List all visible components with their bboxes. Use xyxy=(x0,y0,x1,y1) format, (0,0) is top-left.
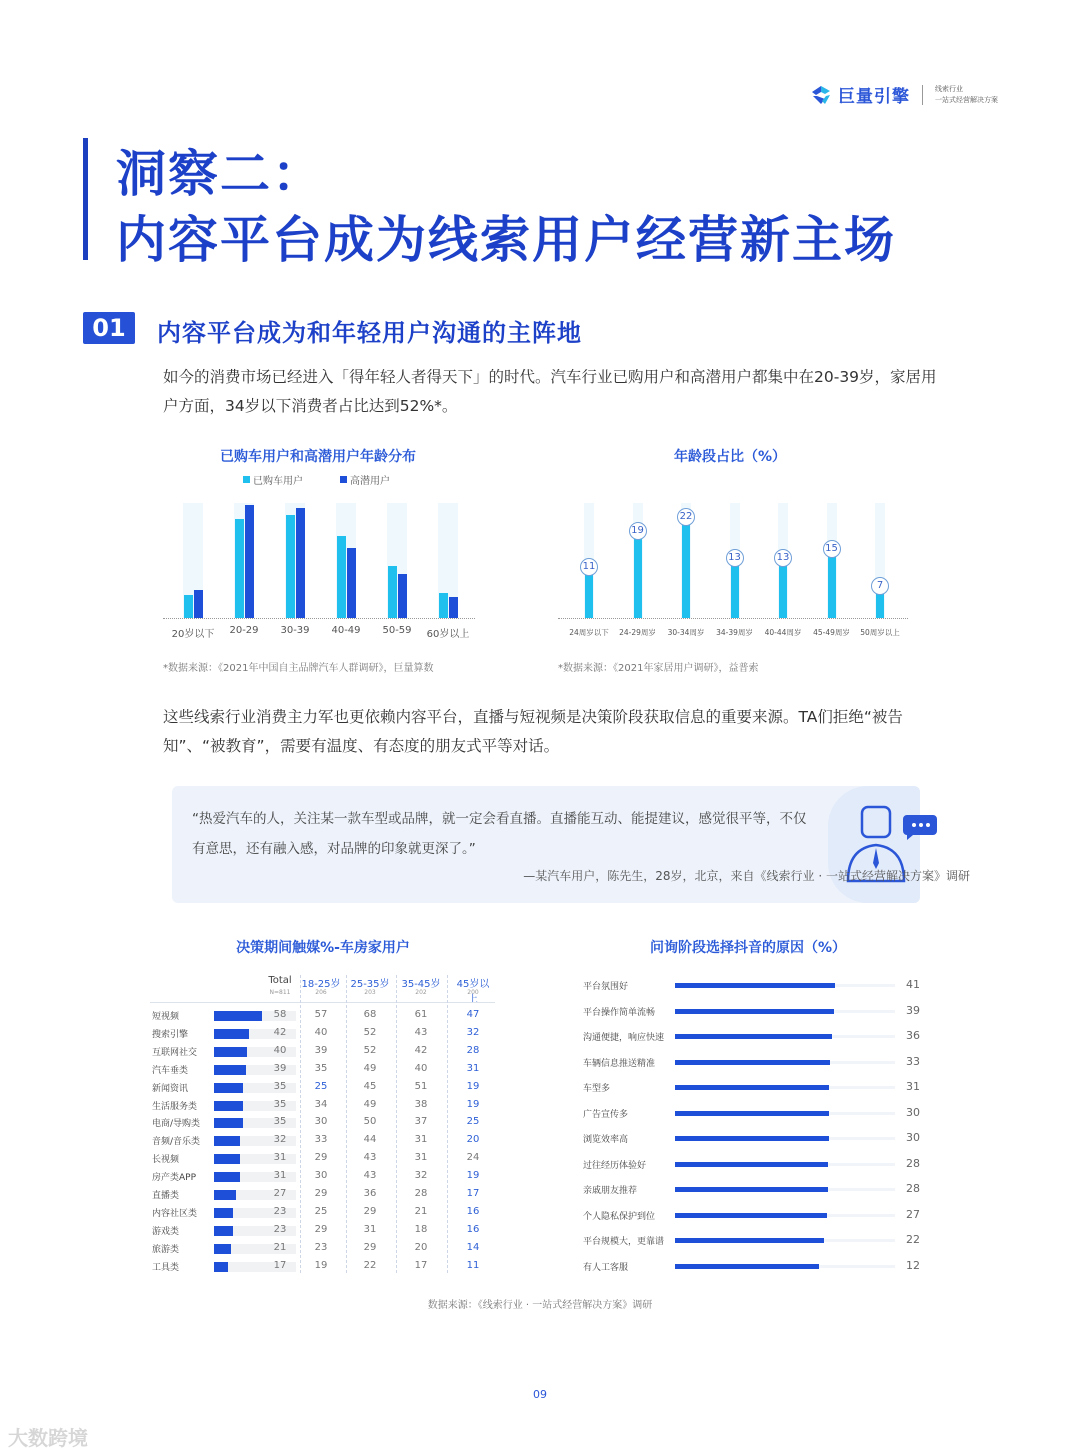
bar-potential xyxy=(347,548,356,618)
total-bar xyxy=(214,1029,249,1039)
chart2-source: *数据来源：《2021年家居用户调研》，益普索 xyxy=(558,663,759,674)
value-label: 30 xyxy=(906,1131,920,1144)
section-number: 01 xyxy=(83,312,135,344)
row-label: 直播类 xyxy=(152,1191,180,1201)
table-cell: 43 xyxy=(363,1170,377,1182)
row-label: 平台操作简单流畅 xyxy=(583,1007,656,1018)
table-cell: 19 xyxy=(466,1080,480,1092)
data-label: 13 xyxy=(726,549,744,567)
table-cell: 52 xyxy=(363,1044,377,1056)
row-label: 平台规模大，更靠谱 xyxy=(583,1237,665,1247)
chart1-source: *数据来源：《2021年中国自主品牌汽车人群调研》，巨量算数 xyxy=(163,663,434,674)
x-tick-label: 24-29周岁 xyxy=(619,628,656,637)
x-tick-label: 40-49 xyxy=(331,625,361,636)
x-tick-label: 40-44周岁 xyxy=(764,628,802,637)
row-label: 过往经历体验好 xyxy=(583,1160,647,1171)
column-header: 35-45岁 xyxy=(401,979,441,990)
table-cell: 24 xyxy=(466,1152,480,1164)
total-bar xyxy=(214,1244,231,1254)
table-cell: 30 xyxy=(314,1170,328,1182)
table-cell: 28 xyxy=(414,1188,428,1199)
total-bar xyxy=(214,1154,240,1164)
bar xyxy=(675,1264,819,1269)
row-label: 互联网社交 xyxy=(152,1047,198,1058)
table-cell: 17 xyxy=(466,1188,480,1199)
table-cell: 31 xyxy=(363,1223,377,1235)
table-cell: 29 xyxy=(363,1205,377,1217)
total-bar xyxy=(214,1118,243,1128)
x-tick-label: 34-39周岁 xyxy=(716,628,753,637)
table-cell: 36 xyxy=(363,1188,377,1199)
table-cell: 39 xyxy=(314,1044,328,1056)
body-paragraph: 这些线索行业消费主力军也更依赖内容平台，直播与短视频是决策阶段获取信息的重要来源。TA们拒绝“被告知”、“被教育”，需要有温度、有态度的朋友式平等对话。 xyxy=(163,708,903,755)
total-bar xyxy=(214,1226,233,1236)
table-cell: 23 xyxy=(273,1205,287,1217)
table-cell: 37 xyxy=(414,1116,428,1128)
total-bar xyxy=(214,1262,228,1272)
bar xyxy=(675,1213,827,1218)
brand-logo xyxy=(810,82,998,107)
x-tick-label: 50-59 xyxy=(382,625,412,636)
bar-purchased xyxy=(235,519,244,618)
bar xyxy=(675,1111,829,1116)
total-bar xyxy=(214,1208,233,1218)
table-cell: 14 xyxy=(466,1241,480,1253)
column-n: N=811 xyxy=(269,989,291,996)
row-label: 内容社区类 xyxy=(152,1208,198,1219)
table-cell: 27 xyxy=(273,1188,287,1199)
data-label: 11 xyxy=(580,558,598,576)
table-cell: 23 xyxy=(273,1223,287,1235)
table-cell: 49 xyxy=(363,1062,377,1074)
table-cell: 35 xyxy=(273,1080,287,1092)
table-cell: 21 xyxy=(273,1241,287,1253)
table-cell: 57 xyxy=(314,1009,328,1020)
bar xyxy=(675,1085,829,1090)
row-label: 电商/导购类 xyxy=(152,1119,201,1130)
table-cell: 68 xyxy=(363,1009,377,1020)
page-number: 09 xyxy=(533,1388,547,1401)
legend-swatch xyxy=(340,476,347,483)
row-label: 短视频 xyxy=(152,1012,180,1022)
table-cell: 19 xyxy=(466,1170,480,1182)
table-cell: 29 xyxy=(363,1241,377,1253)
row-label: 新闻资讯 xyxy=(152,1083,189,1094)
total-bar xyxy=(214,1011,262,1021)
table-cell: 52 xyxy=(363,1026,377,1038)
table-cell: 50 xyxy=(363,1116,377,1128)
page-title-line2: 内容平台成为线索用户经营新主场 xyxy=(116,211,896,269)
bar xyxy=(731,558,739,618)
table-cell: 17 xyxy=(273,1259,287,1271)
column-divider xyxy=(447,975,448,1273)
value-label: 36 xyxy=(906,1029,920,1042)
table-cell: 39 xyxy=(273,1062,287,1074)
table-cell: 35 xyxy=(314,1062,328,1074)
column-n: 200 xyxy=(467,989,479,996)
data-label: 19 xyxy=(629,522,647,540)
x-tick-label: 20-29 xyxy=(229,625,259,636)
table-cell: 34 xyxy=(314,1098,328,1110)
bar-potential xyxy=(296,508,305,618)
table-cell: 38 xyxy=(414,1098,428,1110)
table-cell: 40 xyxy=(314,1026,328,1038)
table-cell: 20 xyxy=(466,1134,480,1146)
table-cell: 44 xyxy=(363,1134,377,1146)
bar xyxy=(675,1238,824,1243)
row-label: 车型多 xyxy=(583,1084,611,1094)
total-bar xyxy=(214,1065,246,1075)
column-n: 202 xyxy=(415,989,427,996)
table-cell: 19 xyxy=(314,1259,328,1271)
legend-label: 已购车用户 xyxy=(253,476,303,487)
table-cell: 25 xyxy=(314,1080,328,1092)
x-tick-label: 60岁以上 xyxy=(426,629,470,640)
table-cell: 32 xyxy=(466,1026,480,1038)
divider xyxy=(922,85,923,105)
bar-potential xyxy=(245,505,254,618)
table-cell: 29 xyxy=(314,1188,328,1199)
bar xyxy=(675,1034,832,1039)
table-cell: 18 xyxy=(414,1223,428,1235)
title-accent-bar xyxy=(83,138,88,260)
row-label: 长视频 xyxy=(152,1155,180,1166)
table-cell: 47 xyxy=(466,1009,480,1020)
bar-purchased xyxy=(439,593,448,618)
row-label: 房产类APP xyxy=(152,1173,197,1184)
table-cell: 43 xyxy=(363,1152,377,1164)
bar xyxy=(675,1136,829,1141)
table-cell: 29 xyxy=(314,1152,328,1164)
table-cell: 31 xyxy=(466,1062,480,1074)
chart4-title: 问询阶段选择抖音的原因（%） xyxy=(649,940,847,956)
x-tick-label: 20岁以下 xyxy=(171,629,215,640)
value-label: 22 xyxy=(906,1233,920,1246)
row-label: 工具类 xyxy=(152,1262,180,1273)
table-cell: 29 xyxy=(314,1223,328,1235)
table-cell: 22 xyxy=(363,1259,377,1271)
x-tick-label: 30-34周岁 xyxy=(667,628,705,637)
x-tick-label: 30-39 xyxy=(280,625,310,636)
table-cell: 58 xyxy=(273,1009,287,1020)
row-label: 有人工客服 xyxy=(583,1262,629,1273)
row-label: 沟通便捷，响应快速 xyxy=(583,1033,665,1043)
total-bar xyxy=(214,1136,240,1146)
total-bar xyxy=(214,1083,243,1093)
table-cell: 20 xyxy=(414,1241,428,1253)
table-cell: 45 xyxy=(363,1080,377,1092)
chart2-baseline xyxy=(558,618,908,619)
watermark: 大数跨境 xyxy=(8,1426,88,1450)
legend-item-potential xyxy=(340,472,390,487)
quote-text: “热爱汽车的人，关注某一款车型或品牌，就一定会看直播。直播能互动、能提建议，感觉很平等，不仅有意思，还有融入感，对品牌的印象就更深了。” xyxy=(192,811,807,857)
row-label: 广告宣传多 xyxy=(583,1109,629,1120)
table-cell: 21 xyxy=(414,1205,428,1217)
bar-purchased xyxy=(388,566,397,618)
table-cell: 33 xyxy=(314,1134,328,1146)
bar-potential xyxy=(398,574,407,618)
row-label: 游戏类 xyxy=(152,1226,180,1237)
table-cell: 16 xyxy=(466,1205,480,1217)
column-header: 18-25岁 xyxy=(301,979,341,990)
table-cell: 35 xyxy=(273,1116,287,1128)
table-cell: 42 xyxy=(273,1026,287,1038)
logo-icon xyxy=(810,84,832,106)
bar-purchased xyxy=(337,536,346,618)
bar-potential xyxy=(449,597,458,618)
legend-item-purchased xyxy=(243,472,303,487)
table-cell: 17 xyxy=(414,1259,428,1271)
page-title-line1: 洞察二： xyxy=(116,145,324,203)
brand-name: 巨量引擎 xyxy=(838,87,910,107)
x-tick-label: 50周岁以上 xyxy=(860,628,900,637)
bar xyxy=(675,1187,828,1192)
section-heading: 内容平台成为和年轻用户沟通的主阵地 xyxy=(157,319,582,347)
value-label: 30 xyxy=(906,1105,920,1119)
table-cell: 40 xyxy=(414,1062,428,1074)
header-rule xyxy=(150,1002,495,1003)
data-label: 15 xyxy=(823,540,841,558)
row-label: 汽车垂类 xyxy=(152,1065,189,1076)
table-cell: 32 xyxy=(273,1134,287,1146)
bar xyxy=(828,549,836,618)
bar xyxy=(675,1060,830,1065)
table-cell: 31 xyxy=(414,1134,428,1146)
x-tick-label: 24周岁以下 xyxy=(569,628,609,637)
data-label: 13 xyxy=(774,549,792,567)
table-cell: 19 xyxy=(466,1098,480,1110)
value-label: 12 xyxy=(906,1258,920,1272)
table-cell: 42 xyxy=(414,1044,428,1056)
bar xyxy=(682,517,690,618)
footer-source: 数据来源：《线索行业 · 一站式经营解决方案》调研 xyxy=(427,1300,653,1311)
legend-swatch xyxy=(243,476,250,483)
table-cell: 51 xyxy=(414,1080,428,1092)
value-label: 39 xyxy=(906,1003,920,1017)
value-label: 28 xyxy=(906,1156,920,1170)
row-label: 亲戚朋友推荐 xyxy=(583,1186,638,1196)
value-label: 41 xyxy=(906,978,920,991)
value-label: 27 xyxy=(906,1207,920,1221)
bar-purchased xyxy=(286,515,295,619)
table-cell: 25 xyxy=(314,1205,328,1217)
quote-attribution: —某汽车用户，陈先生，28岁，北京，来自《线索行业 · 一站式经营解决方案》调研 xyxy=(523,869,970,883)
column-header: 25-35岁 xyxy=(350,979,390,990)
column-n: 206 xyxy=(315,989,327,996)
table-cell: 28 xyxy=(466,1044,480,1056)
table-cell: 25 xyxy=(466,1116,480,1128)
bar xyxy=(675,1009,834,1014)
table-cell: 31 xyxy=(414,1152,428,1164)
chart2-title: 年龄段占比（%） xyxy=(673,449,787,465)
column-n: 203 xyxy=(364,989,376,996)
chart3-title: 决策期间触媒%-车房家用户 xyxy=(236,940,410,956)
table-cell: 23 xyxy=(314,1241,328,1253)
table-cell: 43 xyxy=(414,1026,428,1038)
data-label: 7 xyxy=(871,577,889,595)
column-header: 45岁以上 xyxy=(456,979,490,1005)
bar-purchased xyxy=(184,595,193,618)
column-divider xyxy=(346,975,347,1273)
row-label: 个人隐私保护到位 xyxy=(583,1211,656,1222)
intro-paragraph: 如今的消费市场已经进入「得年轻人者得天下」的时代。汽车行业已购用户和高潜用户都集中在20-39岁，家居用户方面，34岁以下消费者占比达到52%*。 xyxy=(163,368,937,415)
table-cell: 31 xyxy=(273,1170,287,1182)
table-cell: 49 xyxy=(363,1098,377,1110)
table-cell: 35 xyxy=(273,1098,287,1110)
brand-sub2: 一站式经营解决方案 xyxy=(935,95,998,104)
column-divider xyxy=(396,975,397,1273)
table-cell: 40 xyxy=(273,1044,287,1056)
row-label: 浏览效率高 xyxy=(583,1135,629,1145)
chart1-title: 已购车用户和高潜用户年龄分布 xyxy=(220,449,416,465)
value-label: 31 xyxy=(906,1080,920,1093)
chart1-baseline xyxy=(163,618,475,619)
total-bar xyxy=(214,1190,236,1200)
bar xyxy=(634,531,642,618)
bar xyxy=(675,983,835,988)
bar-potential xyxy=(194,590,203,618)
total-bar xyxy=(214,1047,247,1057)
column-header: Total xyxy=(268,975,292,986)
row-label: 生活服务类 xyxy=(152,1101,198,1112)
table-cell: 16 xyxy=(466,1223,480,1235)
legend-label: 高潜用户 xyxy=(350,476,390,487)
table-cell: 32 xyxy=(414,1170,428,1182)
table-cell: 61 xyxy=(414,1009,428,1020)
table-cell: 11 xyxy=(466,1259,480,1271)
value-label: 33 xyxy=(906,1054,920,1068)
total-bar xyxy=(214,1101,243,1111)
x-tick-label: 45-49周岁 xyxy=(813,628,850,637)
brand-sub1: 线索行业 xyxy=(935,84,963,93)
row-label: 平台氛围好 xyxy=(583,982,629,992)
bar xyxy=(779,558,787,618)
row-label: 搜索引擎 xyxy=(152,1029,189,1040)
table-cell: 30 xyxy=(314,1116,328,1128)
table-cell: 31 xyxy=(273,1152,287,1164)
value-label: 28 xyxy=(906,1182,920,1195)
total-bar xyxy=(214,1172,240,1182)
row-label: 音频/音乐类 xyxy=(152,1137,201,1148)
row-label: 车辆信息推送精准 xyxy=(583,1058,656,1069)
bar xyxy=(675,1162,828,1167)
data-label: 22 xyxy=(677,508,695,526)
row-label: 旅游类 xyxy=(152,1244,180,1255)
